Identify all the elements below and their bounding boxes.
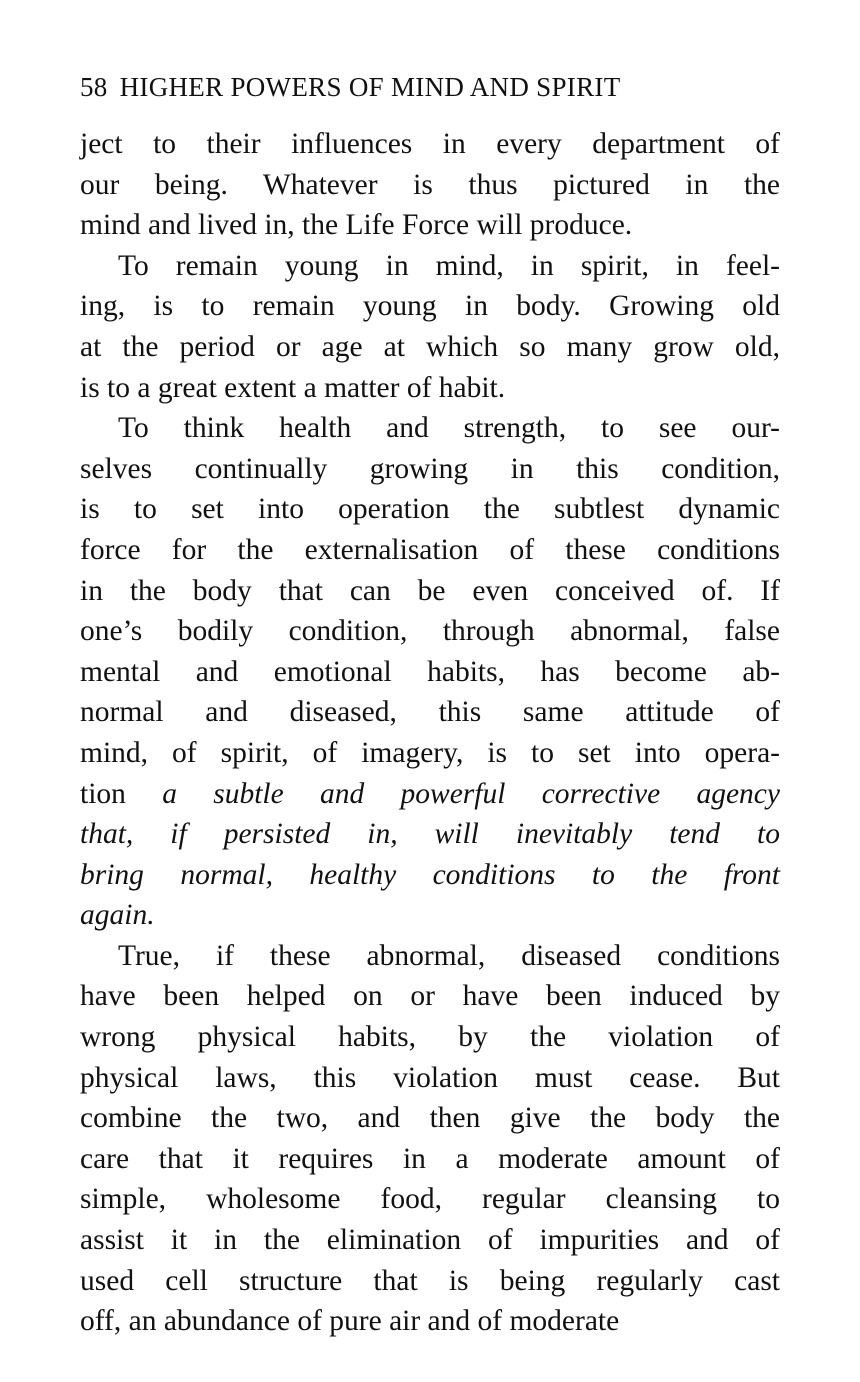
paragraph <box>80 936 780 1342</box>
text-run: tion <box>80 777 163 810</box>
paragraph <box>80 124 780 246</box>
text-line <box>80 124 780 165</box>
page-body <box>80 124 780 1342</box>
text-line <box>80 1301 780 1342</box>
text-run: mental and emotional habits, has become ab- <box>80 655 780 688</box>
text-line <box>80 1261 780 1302</box>
italic-text: a subtle and powerful corrective agency <box>162 777 780 810</box>
text-line <box>80 814 780 855</box>
text-line <box>80 1139 780 1180</box>
text-run: care that it requires in a moderate amount of <box>80 1142 780 1175</box>
text-run: ject to their influences in every department of <box>80 128 780 160</box>
text-line <box>80 1017 780 1058</box>
text-run: used cell structure that is being regularly cast <box>80 1264 780 1297</box>
text-line <box>80 1098 780 1139</box>
text-line <box>80 692 780 733</box>
page-number: 58 <box>80 72 108 102</box>
italic-text: that, if persisted in, will inevitably tend to <box>80 818 780 851</box>
text-run: physical laws, this violation must cease. But <box>80 1061 780 1094</box>
text-run: one’s bodily condition, through abnormal, false <box>80 615 780 648</box>
paragraph <box>80 408 780 936</box>
text-run: off, an abundance of pure air and of moderate <box>80 1305 620 1338</box>
text-line <box>80 652 780 693</box>
text-run: True, if these abnormal, diseased conditions <box>118 939 780 972</box>
text-run: selves continually growing in this condition, <box>80 452 780 485</box>
running-title: HIGHER POWERS OF MIND AND SPIRIT <box>119 72 621 102</box>
text-run: is to set into operation the subtlest dynamic <box>80 493 780 526</box>
text-line <box>80 1058 780 1099</box>
italic-text: again. <box>80 899 155 932</box>
text-line <box>80 774 780 815</box>
text-line <box>80 286 780 327</box>
text-line <box>80 408 780 449</box>
text-run: wrong physical habits, by the violation of <box>80 1021 780 1054</box>
text-line <box>80 1220 780 1261</box>
text-run: mind and lived in, the Life Force will produce. <box>80 209 633 242</box>
text-run: force for the externalisation of these conditions <box>80 533 780 566</box>
text-run: is to a great extent a matter of habit. <box>80 371 506 404</box>
text-line <box>80 530 780 571</box>
text-run: mind, of spirit, of imagery, is to set into opera- <box>80 736 780 769</box>
text-line <box>80 449 780 490</box>
text-line <box>80 611 780 652</box>
text-line <box>80 165 780 206</box>
text-line <box>80 733 780 774</box>
text-line <box>80 1179 780 1220</box>
text-line <box>80 571 780 612</box>
text-run: To think health and strength, to see our- <box>118 412 780 445</box>
text-run: ing, is to remain young in body. Growing old <box>80 290 780 323</box>
text-line <box>80 976 780 1017</box>
italic-text: bring normal, healthy conditions to the front <box>80 858 780 891</box>
text-line <box>80 855 780 896</box>
text-run: have been helped on or have been induced by <box>80 980 780 1013</box>
text-run: combine the two, and then give the body the <box>80 1102 780 1135</box>
text-line <box>80 936 780 977</box>
text-run: To remain young in mind, in spirit, in feel- <box>118 249 780 282</box>
text-line <box>80 895 780 936</box>
text-line <box>80 205 780 246</box>
text-run: simple, wholesome food, regular cleansing to <box>80 1183 780 1216</box>
text-line <box>80 368 780 409</box>
text-run: at the period or age at which so many grow old, <box>80 330 780 363</box>
paragraph <box>80 246 780 408</box>
text-run: in the body that can be even conceived of. If <box>80 574 780 607</box>
running-header <box>80 72 780 103</box>
text-run: our being. Whatever is thus pictured in the <box>80 168 780 201</box>
text-line <box>80 489 780 530</box>
text-run: assist it in the elimination of impurities and of <box>80 1224 780 1257</box>
text-line <box>80 246 780 287</box>
text-line <box>80 327 780 368</box>
text-run: normal and diseased, this same attitude of <box>80 696 780 729</box>
